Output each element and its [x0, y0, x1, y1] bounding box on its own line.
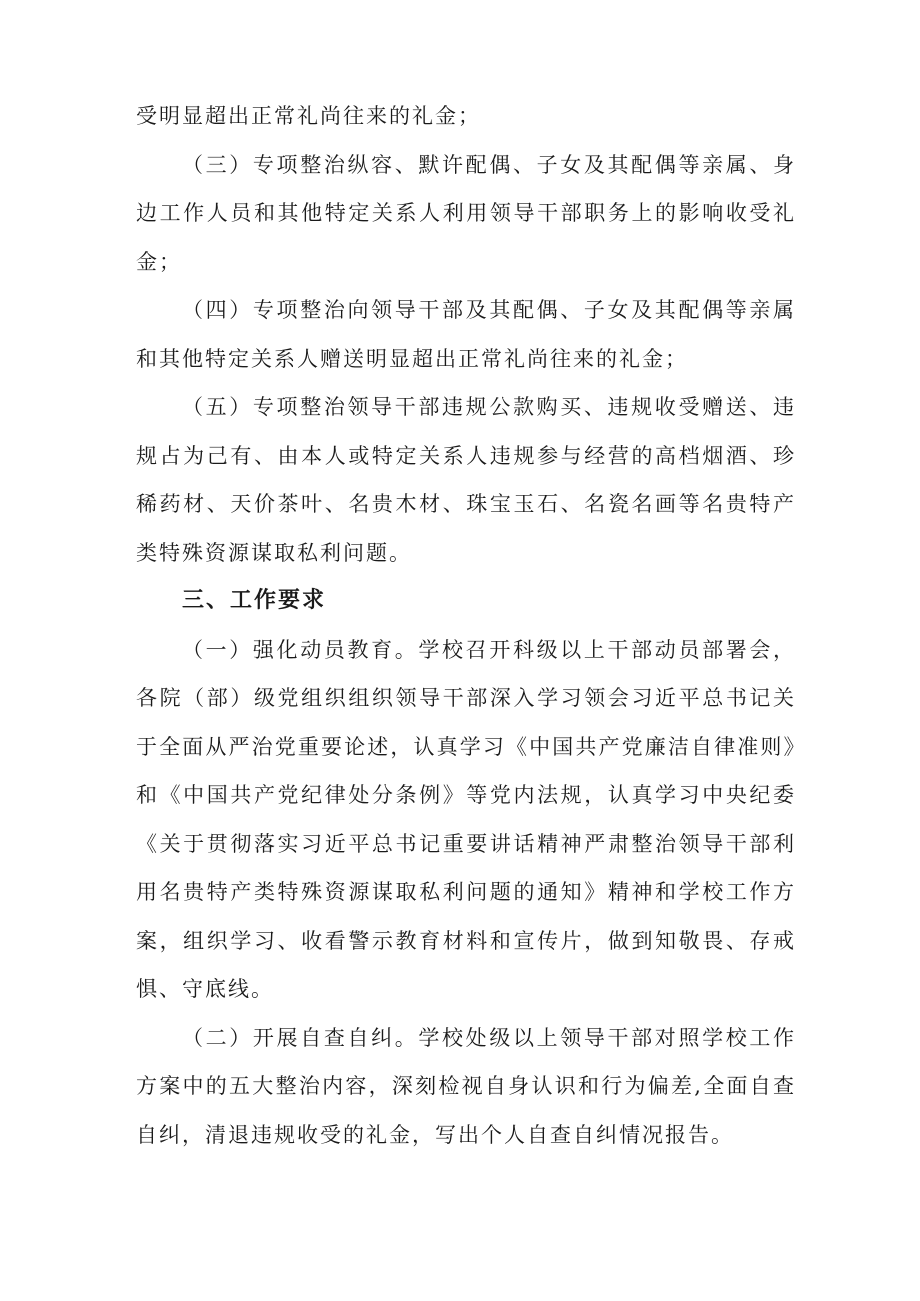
paragraph-item-three: （三）专项整治纵容、默许配偶、子女及其配偶等亲属、身边工作人员和其他特定关系人利用领导干部职务上的影响收受礼金； — [136, 152, 796, 274]
paragraph-item-five: （五）专项整治领导干部违规公款购买、违规收受赠送、违规占为己有、由本人或特定关系人违规参与经营的高档烟酒、珍稀药材、天价茶叶、名贵木材、珠宝玉石、名瓷名画等名贵特产类特殊资源谋取私利问题。 — [136, 395, 796, 565]
paragraph-requirement-two: （二）开展自查自纠。学校处级以上领导干部对照学校工作方案中的五大整治内容，深刻检视自身认识和行为偏差,全面自查自纠，清退违规收受的礼金，写出个人自查自纠情况报告。 — [136, 1025, 796, 1147]
paragraph-requirement-one: （一）强化动员教育。学校召开科级以上干部动员部署会，各院（部）级党组织组织领导干部深入学习领会习近平总书记关于全面从严治党重要论述，认真学习《中国共产党廉洁自律准则》和《中国共产党纪律处分条例》等党内法规，认真学习中央纪委《关于贯彻落实习近平总书记重要讲话精神严肃整治领导干部利用名贵特产类特殊资源谋取私利问题的通知》精神和学校工作方案，组织学习、收看警示教育材料和宣传片，做到知敬畏、存戒惧、守底线。 — [136, 637, 796, 1001]
section-heading: 三、工作要求 — [182, 588, 327, 613]
document-body — [136, 92, 796, 1159]
paragraph-continuation: 受明显超出正常礼尚往来的礼金； — [136, 104, 481, 128]
paragraph-item-four: （四）专项整治向领导干部及其配偶、子女及其配偶等亲属和其他特定关系人赠送明显超出正常礼尚往来的礼金； — [136, 298, 796, 371]
